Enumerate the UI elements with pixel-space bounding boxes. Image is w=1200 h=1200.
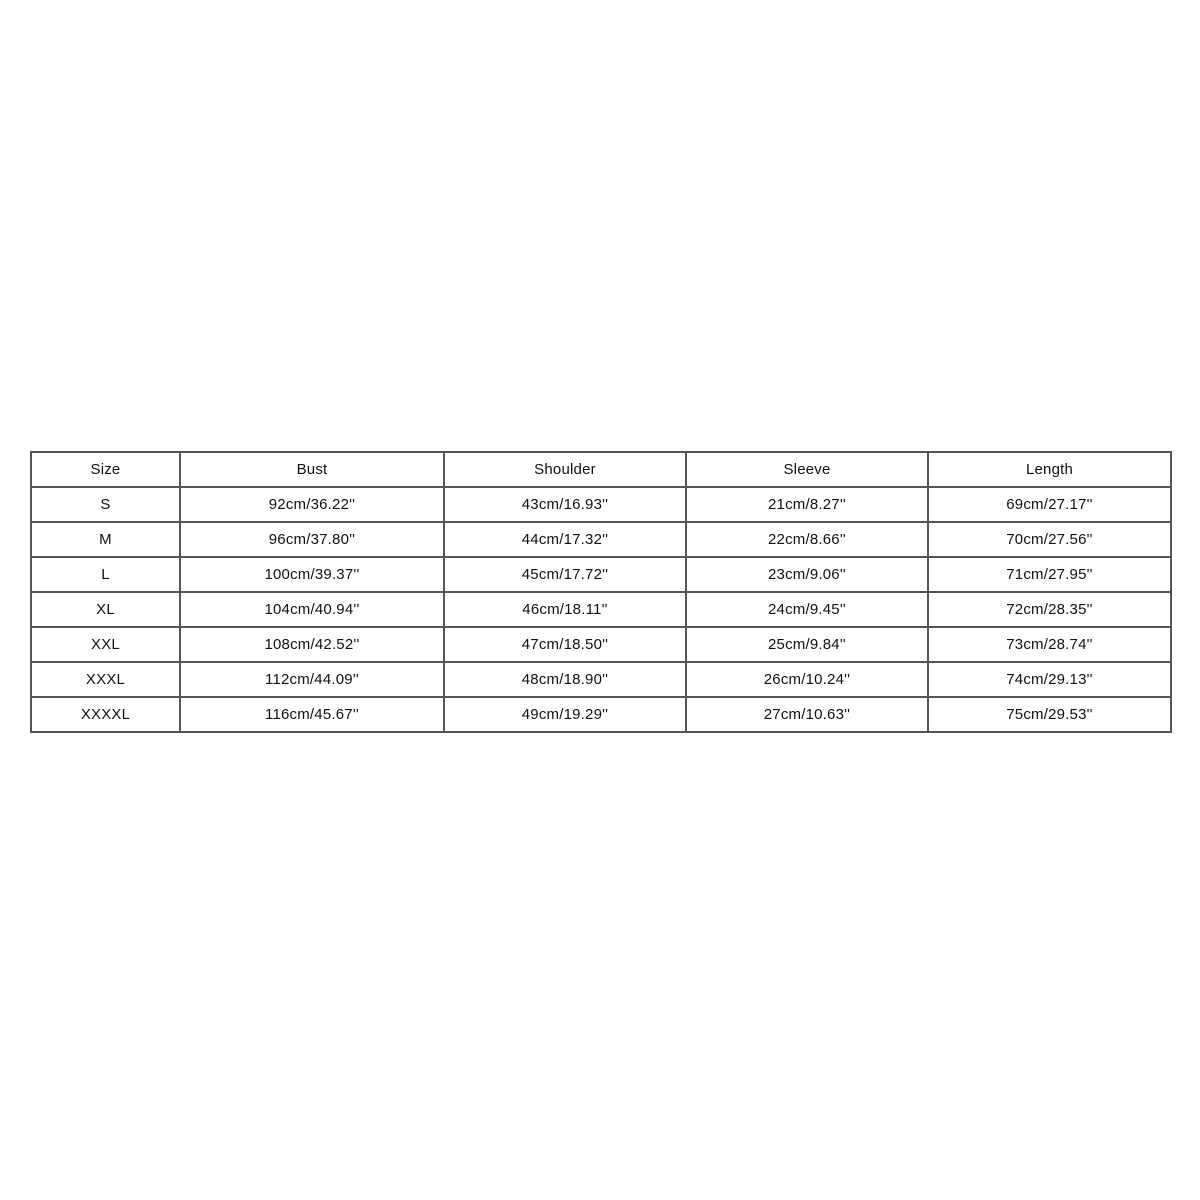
- cell-length: 71cm/27.95'': [928, 557, 1171, 592]
- cell-bust: 92cm/36.22'': [180, 487, 444, 522]
- cell-bust: 96cm/37.80'': [180, 522, 444, 557]
- cell-shoulder: 43cm/16.93'': [444, 487, 686, 522]
- cell-sleeve: 26cm/10.24'': [686, 662, 928, 697]
- size-chart-table: [30, 451, 1172, 733]
- column-header-size: Size: [31, 452, 180, 487]
- cell-sleeve: 22cm/8.66'': [686, 522, 928, 557]
- cell-size: M: [31, 522, 180, 557]
- column-header-length: Length: [928, 452, 1171, 487]
- cell-length: 72cm/28.35'': [928, 592, 1171, 627]
- table-row: [31, 592, 1171, 627]
- cell-shoulder: 49cm/19.29'': [444, 697, 686, 732]
- cell-shoulder: 45cm/17.72'': [444, 557, 686, 592]
- column-header-bust: Bust: [180, 452, 444, 487]
- table-row: [31, 697, 1171, 732]
- cell-size: XXXXL: [31, 697, 180, 732]
- table-row: [31, 557, 1171, 592]
- column-header-shoulder: Shoulder: [444, 452, 686, 487]
- cell-length: 74cm/29.13'': [928, 662, 1171, 697]
- table-row: [31, 627, 1171, 662]
- cell-size: XXL: [31, 627, 180, 662]
- cell-size: S: [31, 487, 180, 522]
- table-row: [31, 487, 1171, 522]
- cell-sleeve: 27cm/10.63'': [686, 697, 928, 732]
- cell-length: 69cm/27.17'': [928, 487, 1171, 522]
- column-header-sleeve: Sleeve: [686, 452, 928, 487]
- cell-bust: 116cm/45.67'': [180, 697, 444, 732]
- cell-length: 73cm/28.74'': [928, 627, 1171, 662]
- cell-sleeve: 24cm/9.45'': [686, 592, 928, 627]
- cell-shoulder: 46cm/18.11'': [444, 592, 686, 627]
- cell-size: XXXL: [31, 662, 180, 697]
- cell-sleeve: 25cm/9.84'': [686, 627, 928, 662]
- table-row: [31, 662, 1171, 697]
- cell-bust: 112cm/44.09'': [180, 662, 444, 697]
- cell-sleeve: 23cm/9.06'': [686, 557, 928, 592]
- cell-shoulder: 47cm/18.50'': [444, 627, 686, 662]
- cell-bust: 104cm/40.94'': [180, 592, 444, 627]
- table-row: [31, 522, 1171, 557]
- cell-bust: 100cm/39.37'': [180, 557, 444, 592]
- cell-shoulder: 44cm/17.32'': [444, 522, 686, 557]
- cell-length: 70cm/27.56'': [928, 522, 1171, 557]
- table-header-row: [31, 452, 1171, 487]
- cell-size: XL: [31, 592, 180, 627]
- cell-shoulder: 48cm/18.90'': [444, 662, 686, 697]
- cell-bust: 108cm/42.52'': [180, 627, 444, 662]
- cell-sleeve: 21cm/8.27'': [686, 487, 928, 522]
- cell-size: L: [31, 557, 180, 592]
- cell-length: 75cm/29.53'': [928, 697, 1171, 732]
